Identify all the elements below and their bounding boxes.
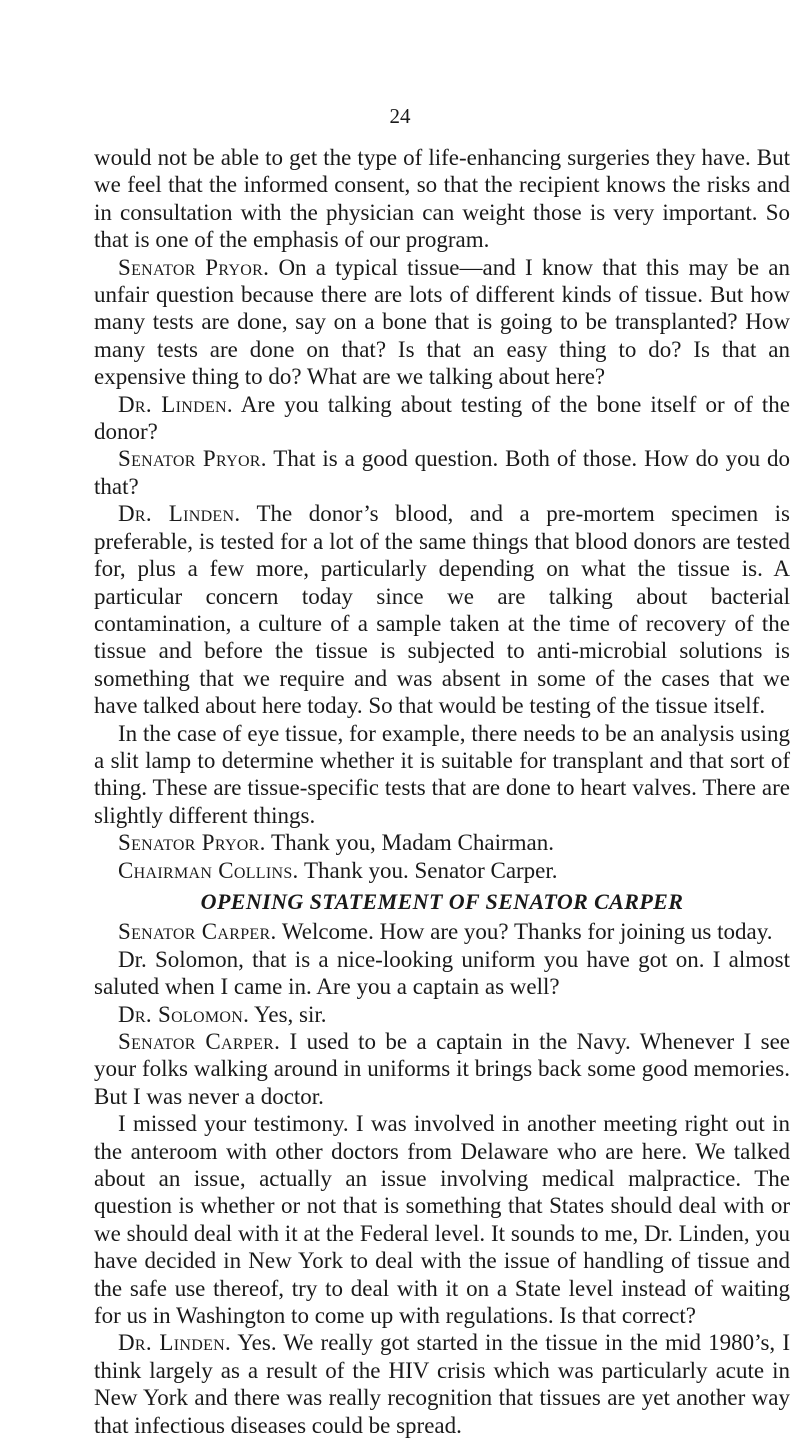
paragraph-3: Dr. Linden. Are you talking about testing of the bone itself or of the donor? — [94, 391, 790, 445]
paragraph-2: Senator Pryor. On a typical tissue—and I know that this may be an unfair question because there are lots of different kinds of tissue. But how many tests are done, say on a bone that is going to be transplanted? How many tests are done on that? Is that an easy thing to do? Is that an expensive thing to do? What are we talking about here? — [94, 254, 790, 390]
speaker-name: Senator Pryor. — [118, 446, 267, 472]
paragraph-13: I missed your testimony. I was involved in another meeting right out in the anteroom with other doctors from Delaware who are here. We talked about an issue, actually an issue involving medical malpractice. The question is whether or not that is something that States should deal with or we should deal with it at the Federal level. It sounds to me, Dr. Linden, you have decided in New York to deal with the issue of handling of tissue and the safe use thereof, try to deal with it on a State level instead of waiting for us in Washington to come up with regulations. Is that correct? — [94, 1111, 790, 1329]
paragraph-4: Senator Pryor. That is a good question. Both of those. How do you do that? — [94, 446, 790, 499]
speaker-name: Senator Pryor. — [118, 830, 266, 856]
section-heading: OPENING STATEMENT OF SENATOR CARPER — [200, 888, 684, 914]
page-number: 24 — [389, 104, 411, 128]
speaker-name: Dr. Linden. — [118, 501, 241, 527]
paragraph-9: Senator Carper. Welcome. How are you? Thanks for joining us today. — [118, 919, 773, 945]
paragraph-14: Dr. Linden. Yes. We really got started in the tissue in the mid 1980’s, I think largely as a result of the HIV crisis which was particularly acute in New York and there was really recognition that tissues are yet another way that infectious diseases could be spread. — [94, 1330, 790, 1438]
speaker-name: Senator Carper. — [118, 1029, 281, 1054]
paragraph-11: Dr. Solomon. Yes, sir. — [118, 1001, 327, 1027]
paragraph-12: Senator Carper. I used to be a captain in the Navy. Whenever I see your folks walking around in uniforms it brings back some good memories. But I was never a doctor. — [94, 1029, 791, 1109]
speaker-name: Dr. Linden. — [118, 1330, 232, 1356]
speaker-name: Chairman Collins. — [118, 857, 299, 883]
paragraph-5: Dr. Linden. The donor’s blood, and a pre-mortem specimen is preferable, is tested for a lot of the same things that blood donors are tested for, plus a few more, particularly depending on what the tissue is. A particular concern today since we are talking about bacterial contamination, a culture of a sample taken at the time of recovery of the tissue and before the tissue is subjected to anti-microbial solutions is something that we require and was absent in some of the cases that we have talked about here today. So that would be testing of the tissue itself. — [94, 501, 790, 719]
speaker-name: Senator Pryor. — [118, 254, 270, 280]
paragraph-8: Chairman Collins. Thank you. Senator Carper. — [118, 857, 558, 883]
paragraph-1: would not be able to get the type of life-enhancing surgeries they have. But we feel that the informed consent, so that the recipient knows the risks and in consultation with the physician can weight those is very important. So that is one of the emphasis of our program. — [94, 145, 790, 253]
speaker-name: Senator Carper. — [118, 919, 277, 945]
paragraph-6: In the case of eye tissue, for example, there needs to be an analysis using a slit lamp to determine whether it is suitable for transplant and that sort of thing. These are tissue-specific tests that are done to heart valves. There are slightly different things. — [94, 720, 790, 828]
speaker-name: Dr. Linden. — [118, 391, 233, 417]
document-body — [94, 144, 790, 1439]
paragraph-7: Senator Pryor. Thank you, Madam Chairman. — [118, 830, 554, 856]
paragraph-10: Dr. Solomon, that is a nice-looking uniform you have got on. I almost saluted when I came in. Are you a captain as well? — [94, 946, 790, 1000]
speaker-name: Dr. Solomon. — [118, 1001, 250, 1027]
